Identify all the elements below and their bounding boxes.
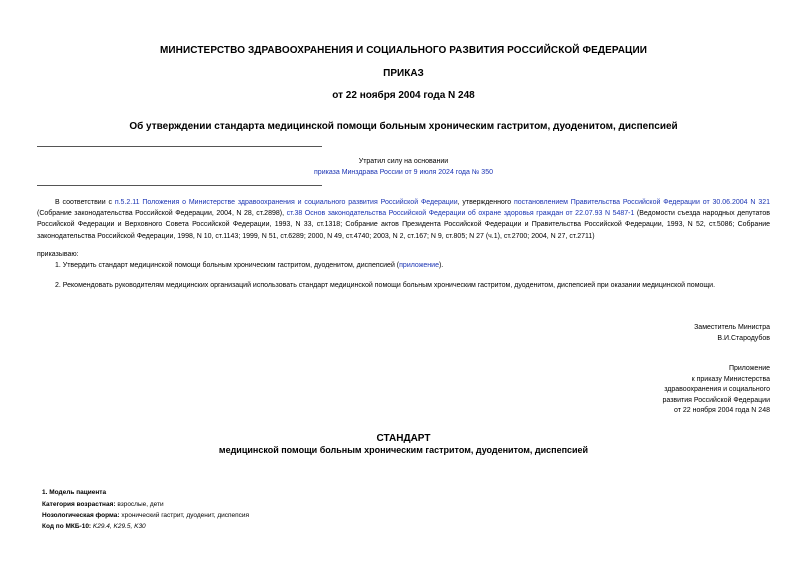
lost-force-note: Утратил силу на основании bbox=[358, 158, 449, 165]
order-item-2: 2. Рекомендовать руководителям медицинских организаций использовать стандарт медицинской помощи больным хроническим гастритом, дуоденитом, диспепсией при оказании медицинской помощи. bbox=[55, 282, 716, 289]
link-clause-5-2-11[interactable]: п.5.2.11 bbox=[114, 199, 140, 206]
appendix-block bbox=[662, 364, 770, 417]
link-government-decree[interactable]: постановлением Правительства Российской Федерации от 30.06.2004 N 321 bbox=[513, 199, 770, 206]
preamble-text-3: , утвержденного bbox=[457, 199, 514, 206]
preamble-text-6: (Ведомости съезда народных депутатов Российской Федерации и Верховного Совета Российской Федерации, 1993, N 33, ст.1318; Собрание актов Президента Российской Федерации и Правительства Российской Федерации, 1993, N 52, ст.5086; Собрание законодательства Российской Федерации, 1998, N 10, ст.1143; 1999, N 51, ст.6289; 2000, N 49, ст.4740; 2003, N 2, ст.167; N 9, ст.805; N 27 (ч.1), ст.2700; 2004, N 27, ст.2711) bbox=[37, 210, 770, 240]
standard-subtitle: медицинской помощи больным хроническим гастритом, дуоденитом, диспепсией bbox=[218, 445, 589, 455]
appendix-line: здравоохранения и социального bbox=[664, 386, 770, 393]
divider-top bbox=[37, 146, 322, 147]
appendix-line: Приложение bbox=[728, 365, 770, 372]
order-item-1-text: 1. Утвердить стандарт медицинской помощи больным хроническим гастритом, дуоденитом, диспепсией ( bbox=[55, 262, 400, 269]
order-item-1-end: ). bbox=[438, 262, 444, 269]
age-category-row bbox=[42, 500, 164, 510]
appendix-link[interactable]: приложение bbox=[399, 262, 439, 269]
preamble-text-1: В соответствии с bbox=[55, 199, 115, 206]
order-statement: приказываю: bbox=[37, 251, 79, 258]
nosology-label: Нозологическая форма: bbox=[42, 512, 120, 519]
patient-model-heading: 1. Модель пациента bbox=[42, 489, 107, 496]
link-health-law-basics[interactable]: Основ законодательства Российской Федерации об охране здоровья граждан от 22.07.93 N 5487-1 bbox=[304, 210, 635, 218]
divider-bottom bbox=[37, 185, 322, 186]
appendix-line: от 22 ноября 2004 года N 248 bbox=[674, 407, 770, 414]
standard-title: СТАНДАРТ bbox=[376, 433, 431, 444]
age-category-label: Категория возрастная: bbox=[42, 501, 116, 508]
appendix-line: к приказу Министерства bbox=[691, 375, 770, 383]
icd-code-label: Код по МКБ-10: bbox=[42, 523, 92, 530]
age-category-value: взрослые, дети bbox=[115, 501, 164, 508]
document-title: Об утверждении стандарта медицинской помощи больным хроническим гастритом, дуоденитом, диспепсией bbox=[129, 121, 678, 132]
icd-code-row bbox=[42, 522, 146, 532]
nosology-row bbox=[42, 511, 249, 521]
signature-position: Заместитель Министра bbox=[694, 324, 770, 331]
order-item-1 bbox=[55, 260, 770, 271]
ministry-heading: МИНИСТЕРСТВО ЗДРАВООХРАНЕНИЯ И СОЦИАЛЬНОГО РАЗВИТИЯ РОССИЙСКОЙ ФЕДЕРАЦИИ bbox=[159, 45, 648, 56]
preamble-paragraph bbox=[37, 197, 770, 242]
document-date-number: от 22 ноября 2004 года N 248 bbox=[332, 90, 475, 101]
appendix-line: развития Российской Федерации bbox=[662, 396, 770, 404]
link-article-38[interactable]: ст.38 bbox=[286, 210, 303, 218]
icd-code-value: K29.4, K29.5, K30 bbox=[91, 523, 146, 530]
preamble-text-4: (Собрание законодательства Российской Федерации, 2004, N 28, ст.2898), bbox=[37, 210, 287, 218]
document-type-heading: ПРИКАЗ bbox=[383, 68, 424, 79]
nosology-value: хронический гастрит, дуоденит, диспепсия bbox=[119, 512, 250, 519]
lost-force-link-line bbox=[0, 167, 807, 178]
lost-force-link[interactable]: приказа Минздрава России от 9 июля 2024 года № 350 bbox=[314, 169, 493, 176]
signature-name: В.И.Стародубов bbox=[717, 335, 770, 342]
link-ministry-regulation[interactable]: Положения о Министерстве здравоохранения и социального развития Российской Федерации bbox=[142, 199, 458, 206]
